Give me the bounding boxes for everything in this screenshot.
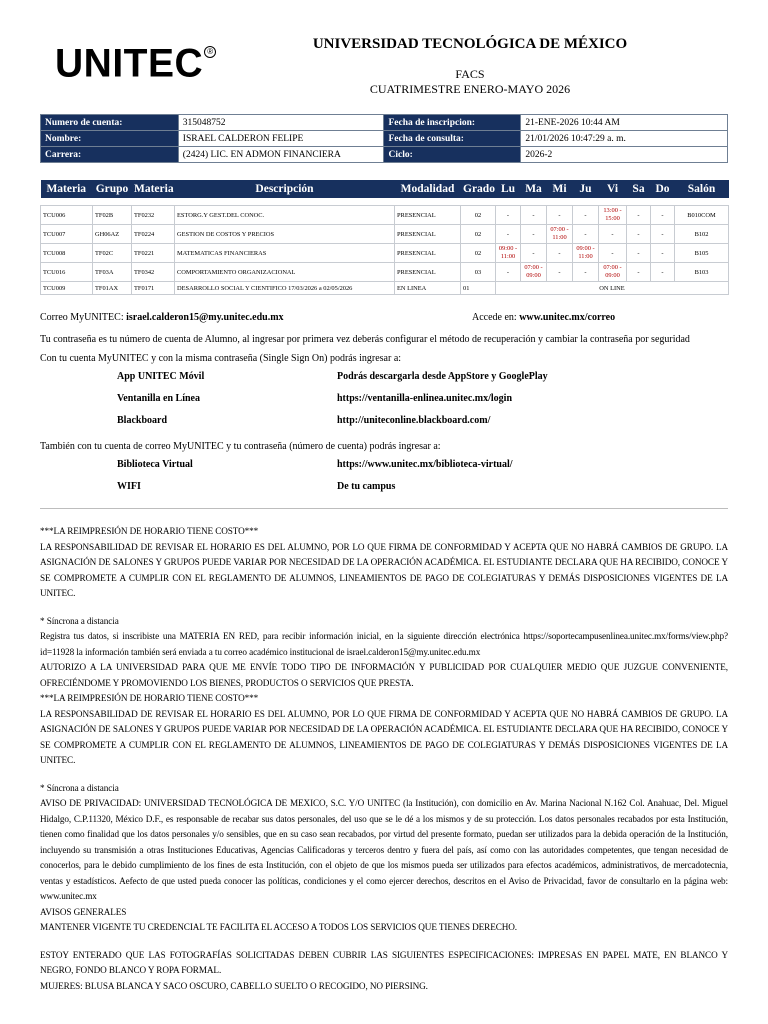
fri-cell: - [599,244,627,263]
cycle-label: Ciclo: [384,147,521,163]
mon-cell: - [496,206,521,225]
schedule-row [41,244,729,263]
register-data-note: Registra tus datos, si inscribiste una MATERIA EN RED, para recibir información inicial, en la siguiente dirección electrónica https://soportecampusenlinea.unitec.mx/forms/view.php?id=11928 la información también será enviada a tu correo académico institucional de israel.calderon15@my.unitec.edu.mx [40,631,728,657]
col-header: Sa [627,180,651,198]
classroom-cell: B105 [675,244,729,263]
description-cell: COMPORTAMIENTO ORGANIZACIONAL [175,263,395,282]
reprint-cost-notice: ***LA REIMPRESIÓN DE HORARIO TIENE COSTO*** [40,693,259,703]
general-notices-title: AVISOS GENERALES [40,906,127,917]
query-date-label: Fecha de consulta: [384,131,521,147]
query-date-value: 21/01/2026 10:47:29 a. m. [521,131,728,147]
wed-cell: - [547,244,573,263]
cycle-value: 2026-2 [521,147,728,163]
sun-cell: - [651,244,675,263]
service-link[interactable]: http://uniteconline.blackboard.com/ [337,415,491,426]
grade-cell: 02 [461,244,496,263]
sync-remote-note: * Síncrona a distancia [40,615,119,626]
spacer-row [41,198,729,206]
wed-cell: - [547,206,573,225]
registered-mark-icon: ® [204,46,216,58]
term-name: CUATRIMESTRE ENERO-MAYO 2026 [369,82,571,96]
sync-remote-note: * Síncrona a distancia [40,782,119,793]
col-header: Grado [461,180,496,198]
grade-cell: 02 [461,225,496,244]
email-services-note: También con tu cuenta de correo MyUNITEC y tu contraseña (número de cuenta) podrás ingresar a: [40,441,441,452]
authorize-notice: AUTORIZO A LA UNIVERSIDAD PARA QUE ME ENVÍE TODO TIPO DE INFORMACIÓN Y PUBLICIDAD POR CUALQUIER MEDIO QUE JUZGUE CONVENIENTE, OFRECIÉNDOME Y PROMOVIENDO LOS BIENES, PRODUCTOS O SERVICIOS QUE PRESTA. [40,662,728,688]
enroll-date-value: 21-ENE-2026 10:44 AM [521,115,728,131]
email-line [40,311,284,324]
col-header: Grupo [93,180,132,198]
schedule-body [41,198,729,295]
service-name: Biblioteca Virtual [117,459,193,470]
col-header: Modalidad [395,180,461,198]
thu-cell: 09:00 - 11:00 [573,244,599,263]
subject-code-cell: TF0221 [132,244,175,263]
schedule-row [41,206,729,225]
fri-cell: 07:00 - 09:00 [599,263,627,282]
reprint-cost-notice: ***LA REIMPRESIÓN DE HORARIO TIENE COSTO*** [40,526,259,536]
email-label: Correo MyUNITEC: [40,312,124,323]
schedule-row [41,263,729,282]
group-cell: GH06AZ [93,225,132,244]
faculty-name: FACS [455,67,485,81]
service-name: Blackboard [117,415,168,426]
col-header: Ju [573,180,599,198]
unitec-logo [55,41,216,86]
description-cell: ESTORG.Y GEST.DEL CONOC. [175,206,395,225]
modality-cell: PRESENCIAL [395,225,461,244]
name-label: Nombre: [41,131,179,147]
grade-cell: 03 [461,263,496,282]
logo-wordmark: UNITEC [55,41,204,86]
col-header: Lu [496,180,521,198]
col-header: Descripción [175,180,395,198]
sun-cell: - [651,263,675,282]
subject-code-cell: TF0232 [132,206,175,225]
privacy-notice: AVISO DE PRIVACIDAD: UNIVERSIDAD TECNOLÓGICA DE MEXICO, S.C. Y/O UNITEC (la Institución), con domicilio en Av. Marina Nacional N.162 Col. Anahuac, Del. Miguel Hidalgo, C.P.11320, México D.F., es responsable de recabar sus datos personales, del uso que se le dé a los mismos y de su protección. Los datos personales recabados por esta Institución, tienen como finalidad que los datos personales y/o sensibles, que en su caso sean recabados, por virtud del presente formato, puedan ser utilizados para la debida operación de la Institución, incluyendo su transmisión a otras Instituciones Educativas, Agencias Calificadoras y terceros dentro y fuera del país, así como con las autoridades competentes, que tengan necesidad de conocerlos, para le debido cumplimiento de los fines de esta Institución, con el objeto de que los mismos pueda ser utilizados para efectos académicos, administrativos, de mercadotecnia, ventas y estadísticos. Aefecto de que usted pueda conocer las políticas, condiciones y el como ejercer derechos, descritos en el Aviso de Privacidad, favor de consultarlo en la página web: www.unitec.mx [40,798,728,901]
service-name: WIFI [117,481,141,492]
schedule-table [40,180,729,295]
student-info-table [40,114,728,163]
sat-cell: - [627,225,651,244]
service-detail: Podrás descargarla desde AppStore y GooglePlay [337,371,548,382]
account-value: 315048752 [178,115,384,131]
col-header: Mi [547,180,573,198]
description-cell: DESARROLLO SOCIAL Y CIENTIFICO 17/03/2026 a 02/05/2026 [175,282,395,295]
classroom-cell: B102 [675,225,729,244]
account-label: Numero de cuenta: [41,115,179,131]
access-line [472,311,615,324]
section-divider [40,508,728,509]
fri-cell: - [599,225,627,244]
classroom-cell: B010COM [675,206,729,225]
mon-cell: - [496,263,521,282]
course-code-cell: TCU009 [41,282,93,295]
sat-cell: - [627,206,651,225]
col-header: Materia [132,180,175,198]
access-value[interactable]: www.unitec.mx/correo [519,312,616,323]
tue-cell: - [521,244,547,263]
responsibility-notice: LA RESPONSABILIDAD DE REVISAR EL HORARIO ES DEL ALUMNO, POR LO QUE FIRMA DE CONFORMIDAD Y ACEPTA QUE NO HABRÁ CAMBIOS DE GRUPO. LA ASIGNACIÓN DE SALONES Y GRUPOS PUEDE VARIAR POR NECESIDAD DE LA OPERACIÓN ACADÉMICA. EL ESTUDIANTE DECLARA QUE HA RECIBIDO, CONOCE Y SE COMPROMETE A CUMPLIR CON EL REGLAMENTO DE ALUMNOS, LINEAMIENTOS DE PAGO DE COLEGIATURAS Y DEMÁS DISPOSICIONES VIGENTES DE LA UNITEC. [40,541,728,598]
responsibility-notice: LA RESPONSABILIDAD DE REVISAR EL HORARIO ES DEL ALUMNO, POR LO QUE FIRMA DE CONFORMIDAD Y ACEPTA QUE NO HABRÁ CAMBIOS DE GRUPO. LA ASIGNACIÓN DE SALONES Y GRUPOS PUEDE VARIAR POR NECESIDAD DE LA OPERACIÓN ACADÉMICA. EL ESTUDIANTE DECLARA QUE HA RECIBIDO, CONOCE Y SE COMPROMETE A CUMPLIR CON EL REGLAMENTO DE ALUMNOS, LINEAMIENTOS DE PAGO DE COLEGIATURAS Y DEMÁS DISPOSICIONES VIGENTES DE LA UNITEC. [40,708,728,765]
wed-cell: - [547,263,573,282]
sso-note: Con tu cuenta MyUNITEC y con la misma contraseña (Single Sign On) podrás ingresar a: [40,353,402,364]
fri-cell: 13:00 - 15:00 [599,206,627,225]
group-cell: TF03A [93,263,132,282]
thu-cell: - [573,263,599,282]
grade-cell: 02 [461,206,496,225]
thu-cell: - [573,225,599,244]
subject-code-cell: TF0224 [132,225,175,244]
sat-cell: - [627,263,651,282]
service-link[interactable]: https://www.unitec.mx/biblioteca-virtual/ [337,459,513,470]
col-header: Materia [41,180,93,198]
tue-cell: 07:00 - 09:00 [521,263,547,282]
modality-cell: PRESENCIAL [395,206,461,225]
sun-cell: - [651,225,675,244]
thu-cell: - [573,206,599,225]
group-cell: TF02B [93,206,132,225]
description-cell: GESTION DE COSTOS Y PRECIOS [175,225,395,244]
sat-cell: - [627,244,651,263]
service-name: Ventanilla en Línea [117,393,200,404]
mon-cell: - [496,225,521,244]
service-link[interactable]: https://ventanilla-enlinea.unitec.mx/login [337,393,513,404]
subject-code-cell: TF0342 [132,263,175,282]
email-value[interactable]: israel.calderon15@my.unitec.edu.mx [126,312,284,323]
sun-cell: - [651,206,675,225]
course-code-cell: TCU008 [41,244,93,263]
modality-cell: EN LINEA [395,282,461,295]
career-label: Carrera: [41,147,179,163]
career-value: (2424) LIC. EN ADMON FINANCIERA [178,147,384,163]
col-header: Do [651,180,675,198]
mon-cell: 09:00 - 11:00 [496,244,521,263]
group-cell: TF01AX [93,282,132,295]
grade-cell: 01 [461,282,496,295]
wed-cell: 07:00 - 11:00 [547,225,573,244]
notices-section [40,524,728,994]
women-dress-notice: MUJERES: BLUSA BLANCA Y SACO OSCURO, CABELLO SUELTO O RECOGIDO, NO PIERSING. [40,980,428,991]
service-name: App UNITEC Móvil [117,371,205,382]
modality-cell: PRESENCIAL [395,244,461,263]
col-header: Salón [675,180,729,198]
schedule-row [41,225,729,244]
online-cell: ON LINE [496,282,729,295]
modality-cell: PRESENCIAL [395,263,461,282]
schedule-row [41,282,729,295]
group-cell: TF02C [93,244,132,263]
course-code-cell: TCU016 [41,263,93,282]
access-label: Accede en: [472,312,517,323]
course-code-cell: TCU006 [41,206,93,225]
university-title: UNIVERSIDAD TECNOLÓGICA DE MÉXICO [312,36,628,52]
classroom-cell: B103 [675,263,729,282]
enroll-date-label: Fecha de inscripcion: [384,115,521,131]
credential-notice: MANTENER VIGENTE TU CREDENCIAL TE FACILITA EL ACCESO A TODOS LOS SERVICIOS QUE TIENES DERECHO. [40,922,518,932]
photos-notice: ESTOY ENTERADO QUE LAS FOTOGRAFÍAS SOLICITADAS DEBEN CUBRIR LAS SIGUIENTES ESPECIFICACIONES: IMPRESAS EN PAPEL MATE, EN BLANCO Y NEGRO, FONDO BLANCO Y ROPA FORMAL. [40,949,728,975]
course-code-cell: TCU007 [41,225,93,244]
name-value: ISRAEL CALDERON FELIPE [178,131,384,147]
col-header: Vi [599,180,627,198]
tue-cell: - [521,206,547,225]
tue-cell: - [521,225,547,244]
subject-code-cell: TF0171 [132,282,175,295]
service-detail: De tu campus [337,481,396,492]
description-cell: MATEMATICAS FINANCIERAS [175,244,395,263]
password-note: Tu contraseña es tu número de cuenta de Alumno, al ingresar por primera vez deberás configurar el método de recuperación y cambiar la contraseña por seguridad [40,334,690,345]
col-header: Ma [521,180,547,198]
